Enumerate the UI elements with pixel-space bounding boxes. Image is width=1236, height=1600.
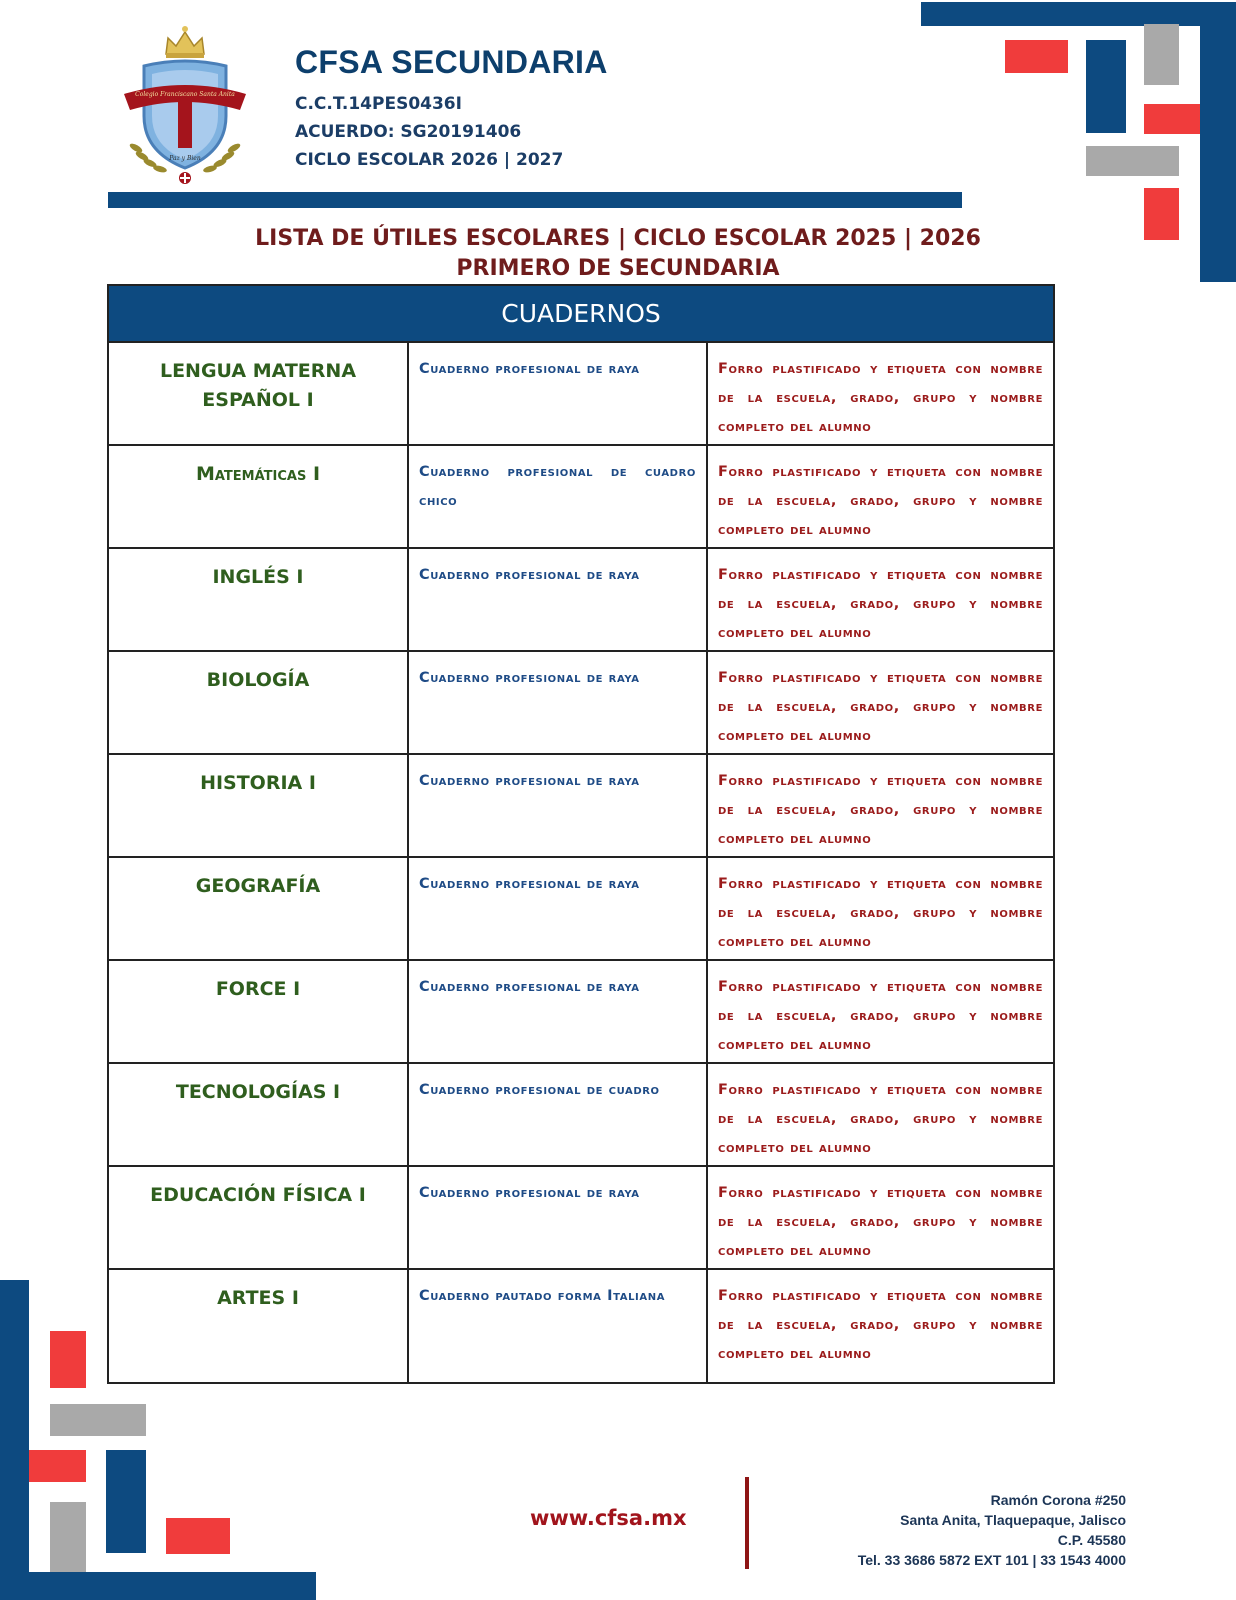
document-title: LISTA DE ÚTILES ESCOLARES | CICLO ESCOLAR 2025 | 2026: [255, 226, 981, 251]
note-cell: Forro plastificado y etiqueta con nombre de la escuela, grado, grupo y nombre completo del alumno: [707, 1166, 1054, 1269]
phone-line: Tel. 33 3686 5872 EXT 101 | 33 1543 4000: [857, 1552, 1126, 1568]
subject-cell: HISTORIA I: [108, 754, 408, 857]
table-heading: CUADERNOS: [108, 285, 1054, 342]
table-header-row: [108, 285, 1054, 342]
decor-bar: [921, 2, 1236, 26]
decor-bar: [1086, 146, 1179, 176]
decor-bar: [1144, 188, 1179, 240]
table-row: [108, 754, 1054, 857]
note-cell: Forro plastificado y etiqueta con nombre de la escuela, grado, grupo y nombre completo del alumno: [707, 1063, 1054, 1166]
school-acuerdo: ACUERDO: SG20191406: [295, 122, 522, 142]
note-cell: Forro plastificado y etiqueta con nombre de la escuela, grado, grupo y nombre completo del alumno: [707, 1269, 1054, 1383]
footer-divider: [745, 1477, 749, 1569]
note-cell: Forro plastificado y etiqueta con nombre de la escuela, grado, grupo y nombre completo del alumno: [707, 754, 1054, 857]
motto-text: Paz y Bien: [169, 155, 201, 162]
table-row: [108, 1269, 1054, 1383]
decor-bar: [0, 1572, 316, 1600]
subject-cell: TECNOLOGÍAS I: [108, 1063, 408, 1166]
website-link[interactable]: www.cfsa.mx: [530, 1506, 687, 1530]
table-row: [108, 1063, 1054, 1166]
table-row: [108, 651, 1054, 754]
decor-bar: [1086, 40, 1126, 133]
decor-bar: [1144, 24, 1179, 85]
subject-cell: EDUCACIÓN FÍSICA I: [108, 1166, 408, 1269]
item-cell: Cuaderno profesional de raya: [408, 548, 707, 651]
decor-bar: [29, 1450, 86, 1482]
decor-bar: [50, 1331, 86, 1388]
note-cell: Forro plastificado y etiqueta con nombre de la escuela, grado, grupo y nombre completo del alumno: [707, 857, 1054, 960]
note-cell: Forro plastificado y etiqueta con nombre de la escuela, grado, grupo y nombre completo del alumno: [707, 548, 1054, 651]
address-line: C.P. 45580: [1057, 1532, 1126, 1548]
subject-cell: LENGUA MATERNA ESPAÑOL I: [108, 342, 408, 445]
school-ciclo: CICLO ESCOLAR 2026 | 2027: [295, 150, 564, 170]
note-cell: Forro plastificado y etiqueta con nombre de la escuela, grado, grupo y nombre completo del alumno: [707, 960, 1054, 1063]
address-line: Ramón Corona #250: [990, 1492, 1126, 1508]
supplies-table: [107, 284, 1055, 1384]
cross-icon: [179, 172, 191, 184]
subject-cell: BIOLOGÍA: [108, 651, 408, 754]
table-row: [108, 1166, 1054, 1269]
table-row: [108, 548, 1054, 651]
header-rule: [108, 192, 962, 208]
decor-bar: [0, 1280, 29, 1600]
note-cell: Forro plastificado y etiqueta con nombre de la escuela, grado, grupo y nombre completo del alumno: [707, 651, 1054, 754]
item-cell: Cuaderno profesional de raya: [408, 960, 707, 1063]
note-cell: Forro plastificado y etiqueta con nombre de la escuela, grado, grupo y nombre completo del alumno: [707, 445, 1054, 548]
item-cell: Cuaderno profesional de raya: [408, 1166, 707, 1269]
table-row: [108, 445, 1054, 548]
subject-cell: ARTES I: [108, 1269, 408, 1383]
subject-cell: Matemáticas I: [108, 445, 408, 548]
item-cell: Cuaderno profesional de raya: [408, 651, 707, 754]
subject-cell: GEOGRAFÍA: [108, 857, 408, 960]
school-cct: C.C.T.14PES0436I: [295, 94, 462, 114]
item-cell: Cuaderno profesional de cuadro chico: [408, 445, 707, 548]
decor-bar: [106, 1450, 146, 1553]
table-row: [108, 342, 1054, 445]
item-cell: Cuaderno profesional de raya: [408, 754, 707, 857]
decor-bar: [50, 1502, 86, 1572]
subject-cell: FORCE I: [108, 960, 408, 1063]
item-cell: Cuaderno profesional de raya: [408, 857, 707, 960]
decor-bar: [1005, 40, 1068, 73]
decor-bar: [50, 1404, 146, 1436]
table-row: [108, 960, 1054, 1063]
school-name: CFSA SECUNDARIA: [295, 44, 608, 80]
table-row: [108, 857, 1054, 960]
ribbon-text: Colegio Franciscano Santa Anita: [135, 91, 235, 98]
document-subtitle: PRIMERO DE SECUNDARIA: [456, 256, 780, 281]
note-cell: Forro plastificado y etiqueta con nombre de la escuela, grado, grupo y nombre completo del alumno: [707, 342, 1054, 445]
school-crest-logo: [122, 20, 248, 188]
item-cell: Cuaderno pautado forma Italiana: [408, 1269, 707, 1383]
item-cell: Cuaderno profesional de raya: [408, 342, 707, 445]
decor-bar: [1200, 2, 1236, 282]
crown-icon: [166, 26, 204, 58]
subject-cell: INGLÉS I: [108, 548, 408, 651]
address-line: Santa Anita, Tlaquepaque, Jalisco: [900, 1512, 1126, 1528]
item-cell: Cuaderno profesional de cuadro: [408, 1063, 707, 1166]
decor-bar: [166, 1518, 230, 1554]
decor-bar: [1144, 104, 1200, 134]
